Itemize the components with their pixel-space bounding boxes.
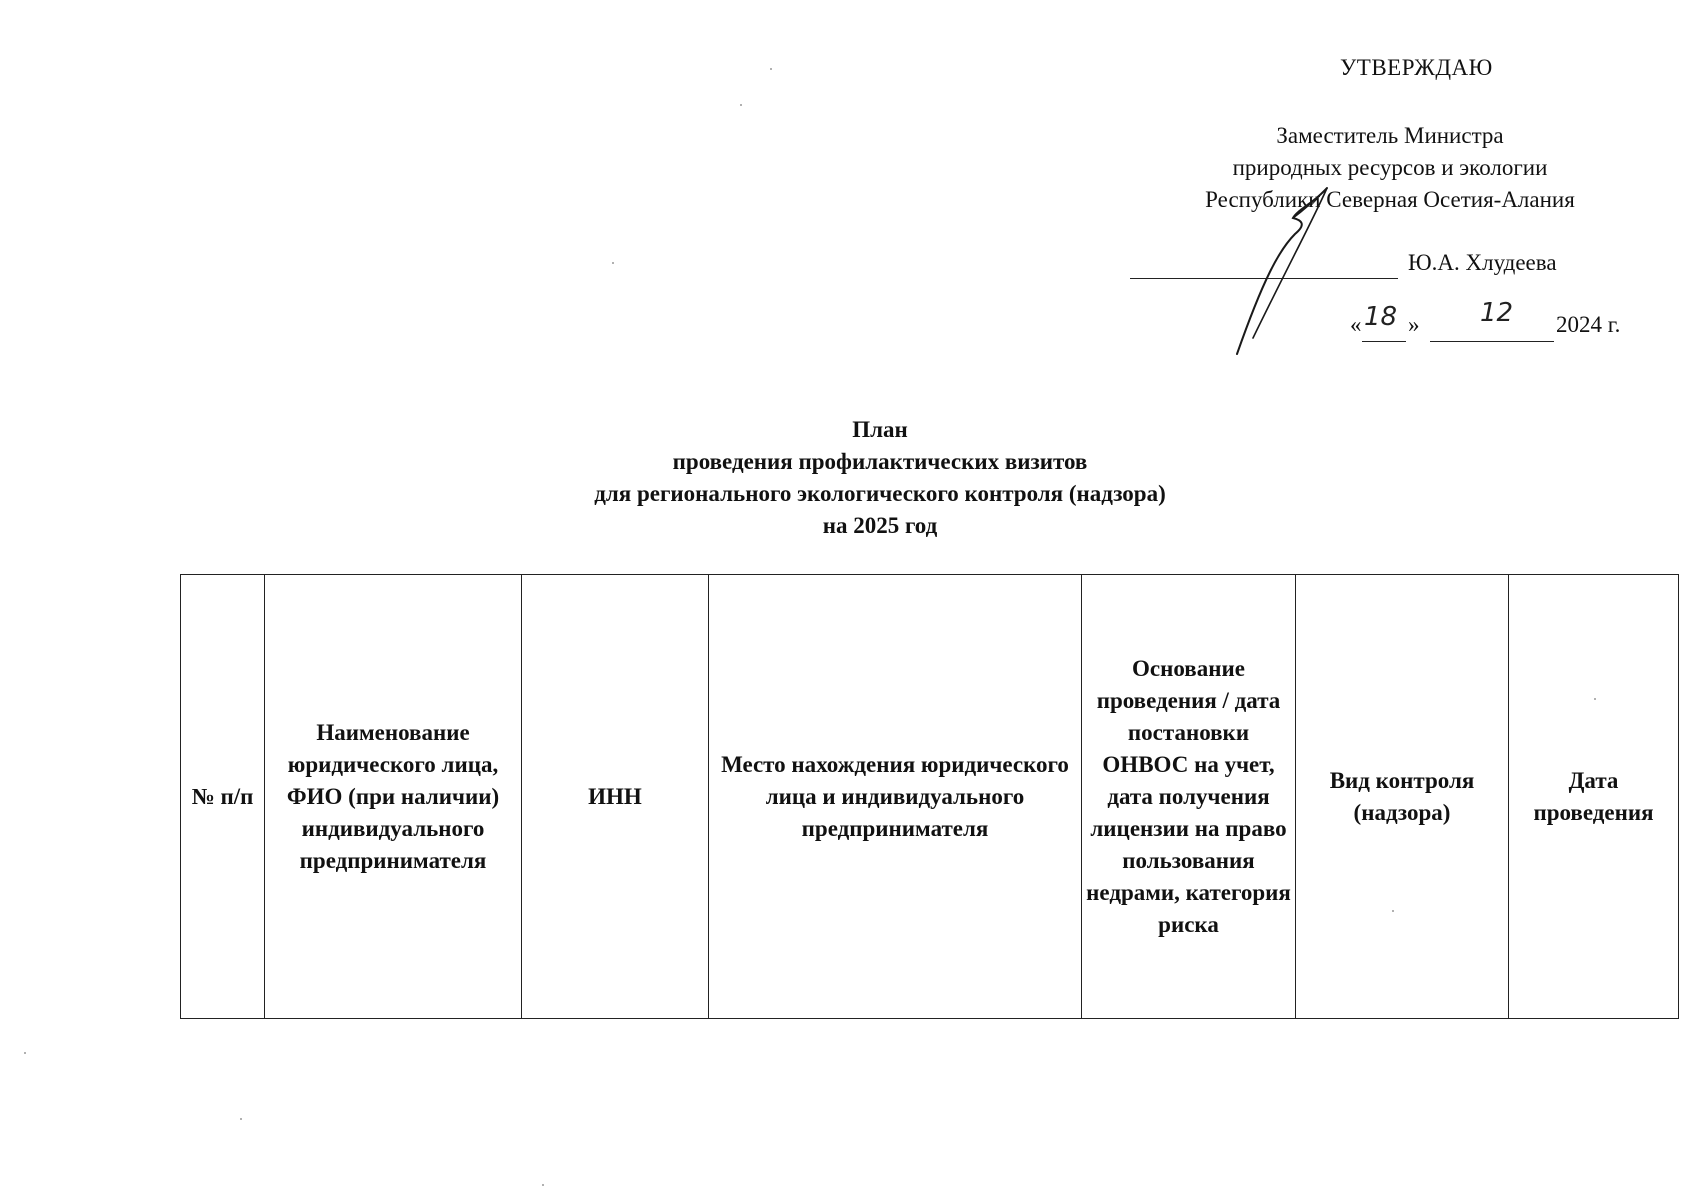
table-header-row — [181, 575, 1679, 1019]
scan-speck — [542, 1184, 544, 1186]
header-number: № п/п — [181, 575, 265, 1019]
title-line-2: проведения профилактических визитов — [672, 449, 1088, 474]
date-close-quote: » — [1408, 312, 1420, 337]
plan-table — [180, 574, 1679, 1019]
title-line-3: для регионального экологического контроля (надзора) — [594, 481, 1166, 506]
signer-name: Ю.А. Хлудеева — [1408, 250, 1557, 275]
scan-speck — [740, 104, 742, 106]
header-basis: Основание проведения / дата постановки ОНВОС на учет, дата получения лицензии на право пользования недрами, категория риска — [1082, 575, 1296, 1019]
scan-speck — [240, 1118, 242, 1120]
header-control-type: Вид контроля (надзора) — [1296, 575, 1509, 1019]
date-open-quote: « — [1350, 312, 1362, 337]
scan-speck — [1594, 698, 1596, 700]
approval-date — [1350, 298, 1670, 349]
title-line-1: План — [852, 417, 908, 442]
handwritten-signature — [1235, 180, 1398, 360]
scan-speck — [24, 1052, 26, 1054]
document-title — [380, 414, 1380, 542]
approver-position-line-2: природных ресурсов и экологии — [1232, 155, 1548, 180]
date-year: 2024 г. — [1556, 312, 1621, 337]
header-location: Место нахождения юридического лица и индивидуального предпринимателя — [709, 575, 1082, 1019]
approver-position-line-3: Республики Северная Осетия-Алания — [1205, 187, 1575, 212]
approve-heading: УТВЕРЖДАЮ — [1340, 55, 1493, 80]
date-day: 18 — [1364, 302, 1398, 332]
header-inn: ИНН — [522, 575, 709, 1019]
header-entity-name: Наименование юридического лица, ФИО (при наличии) индивидуального предпринимателя — [265, 575, 522, 1019]
date-month: 12 — [1480, 298, 1514, 328]
date-month-underline — [1430, 341, 1554, 342]
title-line-4: на 2025 год — [822, 513, 938, 538]
approver-position-line-1: Заместитель Министра — [1276, 123, 1504, 148]
header-date: Дата проведения — [1509, 575, 1679, 1019]
scan-speck — [612, 262, 614, 264]
scan-speck — [1392, 910, 1394, 912]
scan-speck — [770, 68, 772, 70]
